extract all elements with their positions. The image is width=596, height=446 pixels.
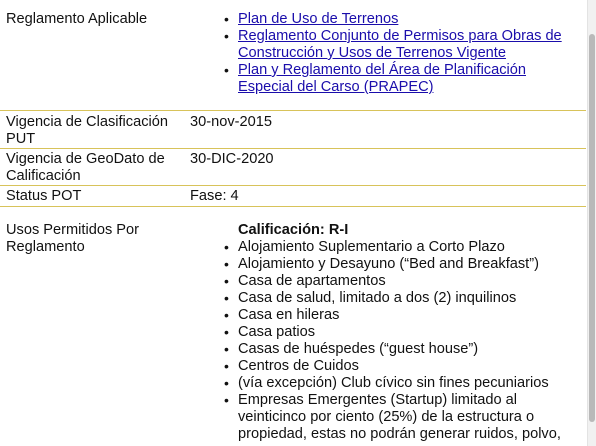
reglamento-label: Reglamento Aplicable bbox=[6, 11, 148, 27]
status-pot-value: Fase: 4 bbox=[190, 188, 239, 204]
scrollbar-thumb[interactable] bbox=[589, 34, 595, 422]
list-item: • Alojamiento Suplementario a Corto Plazo bbox=[238, 239, 578, 256]
list-item: • Empresas Emergentes (Startup) limitado al veinticinco por ciento (25%) de la estructura o propiedad, estas no podrán generar ruidos, polvo, bbox=[238, 392, 578, 443]
usos-permitidos-list bbox=[238, 239, 578, 443]
list-item: • (vía excepción) Club cívico sin fines pecuniarios bbox=[238, 375, 578, 392]
list-item: • Casa de salud, limitado a dos (2) inquilinos bbox=[238, 290, 578, 307]
link-plan-uso-terrenos[interactable]: Plan de Uso de Terrenos bbox=[238, 11, 399, 27]
vigencia-geodato-value: 30-DIC-2020 bbox=[190, 151, 274, 167]
list-item: • Casa de apartamentos bbox=[238, 273, 578, 290]
vigencia-put-label: Vigencia de Clasificación PUT bbox=[6, 114, 168, 147]
list-item: • Casas de huéspedes (“guest house”) bbox=[238, 341, 578, 358]
list-item: • Casa en hileras bbox=[238, 307, 578, 324]
row-divider bbox=[0, 110, 586, 111]
list-item: • Casa patios bbox=[238, 324, 578, 341]
reglamento-links-list bbox=[238, 11, 578, 96]
list-item bbox=[238, 28, 578, 62]
list-item bbox=[238, 11, 578, 28]
row-divider bbox=[0, 206, 586, 207]
list-item: • Alojamiento y Desayuno (“Bed and Breakfast”) bbox=[238, 256, 578, 273]
usos-permitidos-label: Usos Permitidos Por Reglamento bbox=[6, 222, 140, 255]
vigencia-geodato-label: Vigencia de GeoDato de Calificación bbox=[6, 151, 165, 184]
vigencia-put-value: 30-nov-2015 bbox=[190, 114, 272, 130]
link-prapec[interactable]: Plan y Reglamento del Área de Planificación Especial del Carso (PRAPEC) bbox=[238, 62, 526, 95]
calificacion-heading: Calificación: R-I bbox=[238, 222, 349, 238]
row-divider bbox=[0, 185, 586, 186]
list-item: • Centros de Cuidos bbox=[238, 358, 578, 375]
list-item bbox=[238, 62, 578, 96]
status-pot-label: Status POT bbox=[6, 188, 82, 204]
vertical-scrollbar[interactable] bbox=[587, 0, 596, 446]
link-reglamento-conjunto[interactable]: Reglamento Conjunto de Permisos para Obras de Construcción y Usos de Terrenos Vigente bbox=[238, 28, 562, 61]
row-divider bbox=[0, 148, 586, 149]
